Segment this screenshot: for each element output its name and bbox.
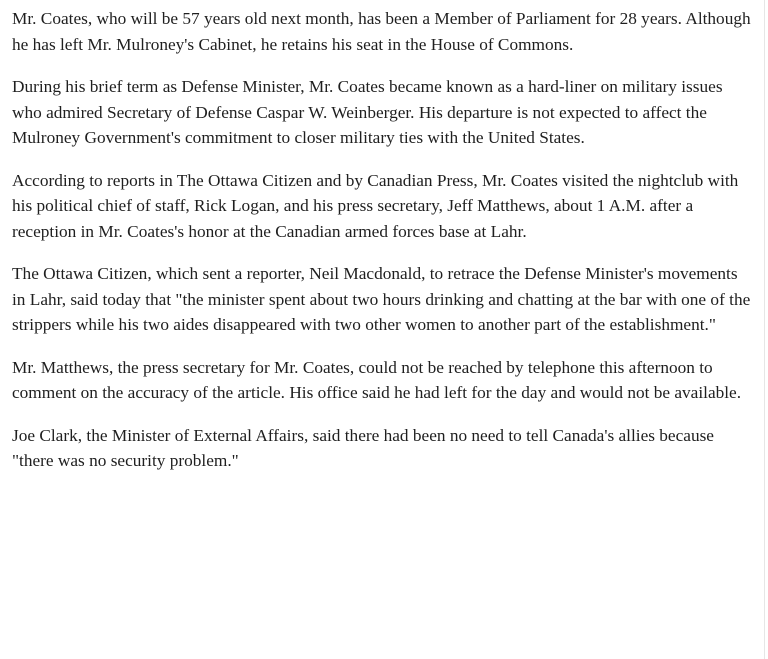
- article-paragraph-3: According to reports in The Ottawa Citizen and by Canadian Press, Mr. Coates visited the nightclub with his political chief of staff, Rick Logan, and his press secretary, Jeff Matthews, about 1 A.M. after a reception in Mr. Coates's honor at the Canadian armed forces base at Lahr.: [12, 170, 739, 241]
- article-body: [12, 6, 752, 491]
- page-edge-divider: [764, 0, 765, 659]
- article-paragraph-5: Mr. Matthews, the press secretary for Mr. Coates, could not be reached by telephone this afternoon to comment on the accuracy of the article. His office said he had left for the day and would not be available.: [12, 357, 742, 402]
- article-paragraph-6: Joe Clark, the Minister of External Affairs, said there had been no need to tell Canada's allies because "there was no security problem.": [12, 425, 714, 470]
- article-paragraph-2: During his brief term as Defense Minister, Mr. Coates became known as a hard-liner on military issues who admired Secretary of Defense Caspar W. Weinberger. His departure is not expected to affect the Mulroney Government's commitment to closer military ties with the United States.: [12, 77, 723, 147]
- article-paragraph-1: Mr. Coates, who will be 57 years old next month, has been a Member of Parliament for 28 years. Although he has left Mr. Mulroney's Cabinet, he retains his seat in the House of Commons.: [12, 9, 751, 54]
- article-paragraph-4: The Ottawa Citizen, which sent a reporter, Neil Macdonald, to retrace the Defense Minister's movements in Lahr, said today that "the minister spent about two hours drinking and chatting at the bar with one of the strippers while his two aides disappeared with two other women to another part of the establishment.": [12, 264, 751, 334]
